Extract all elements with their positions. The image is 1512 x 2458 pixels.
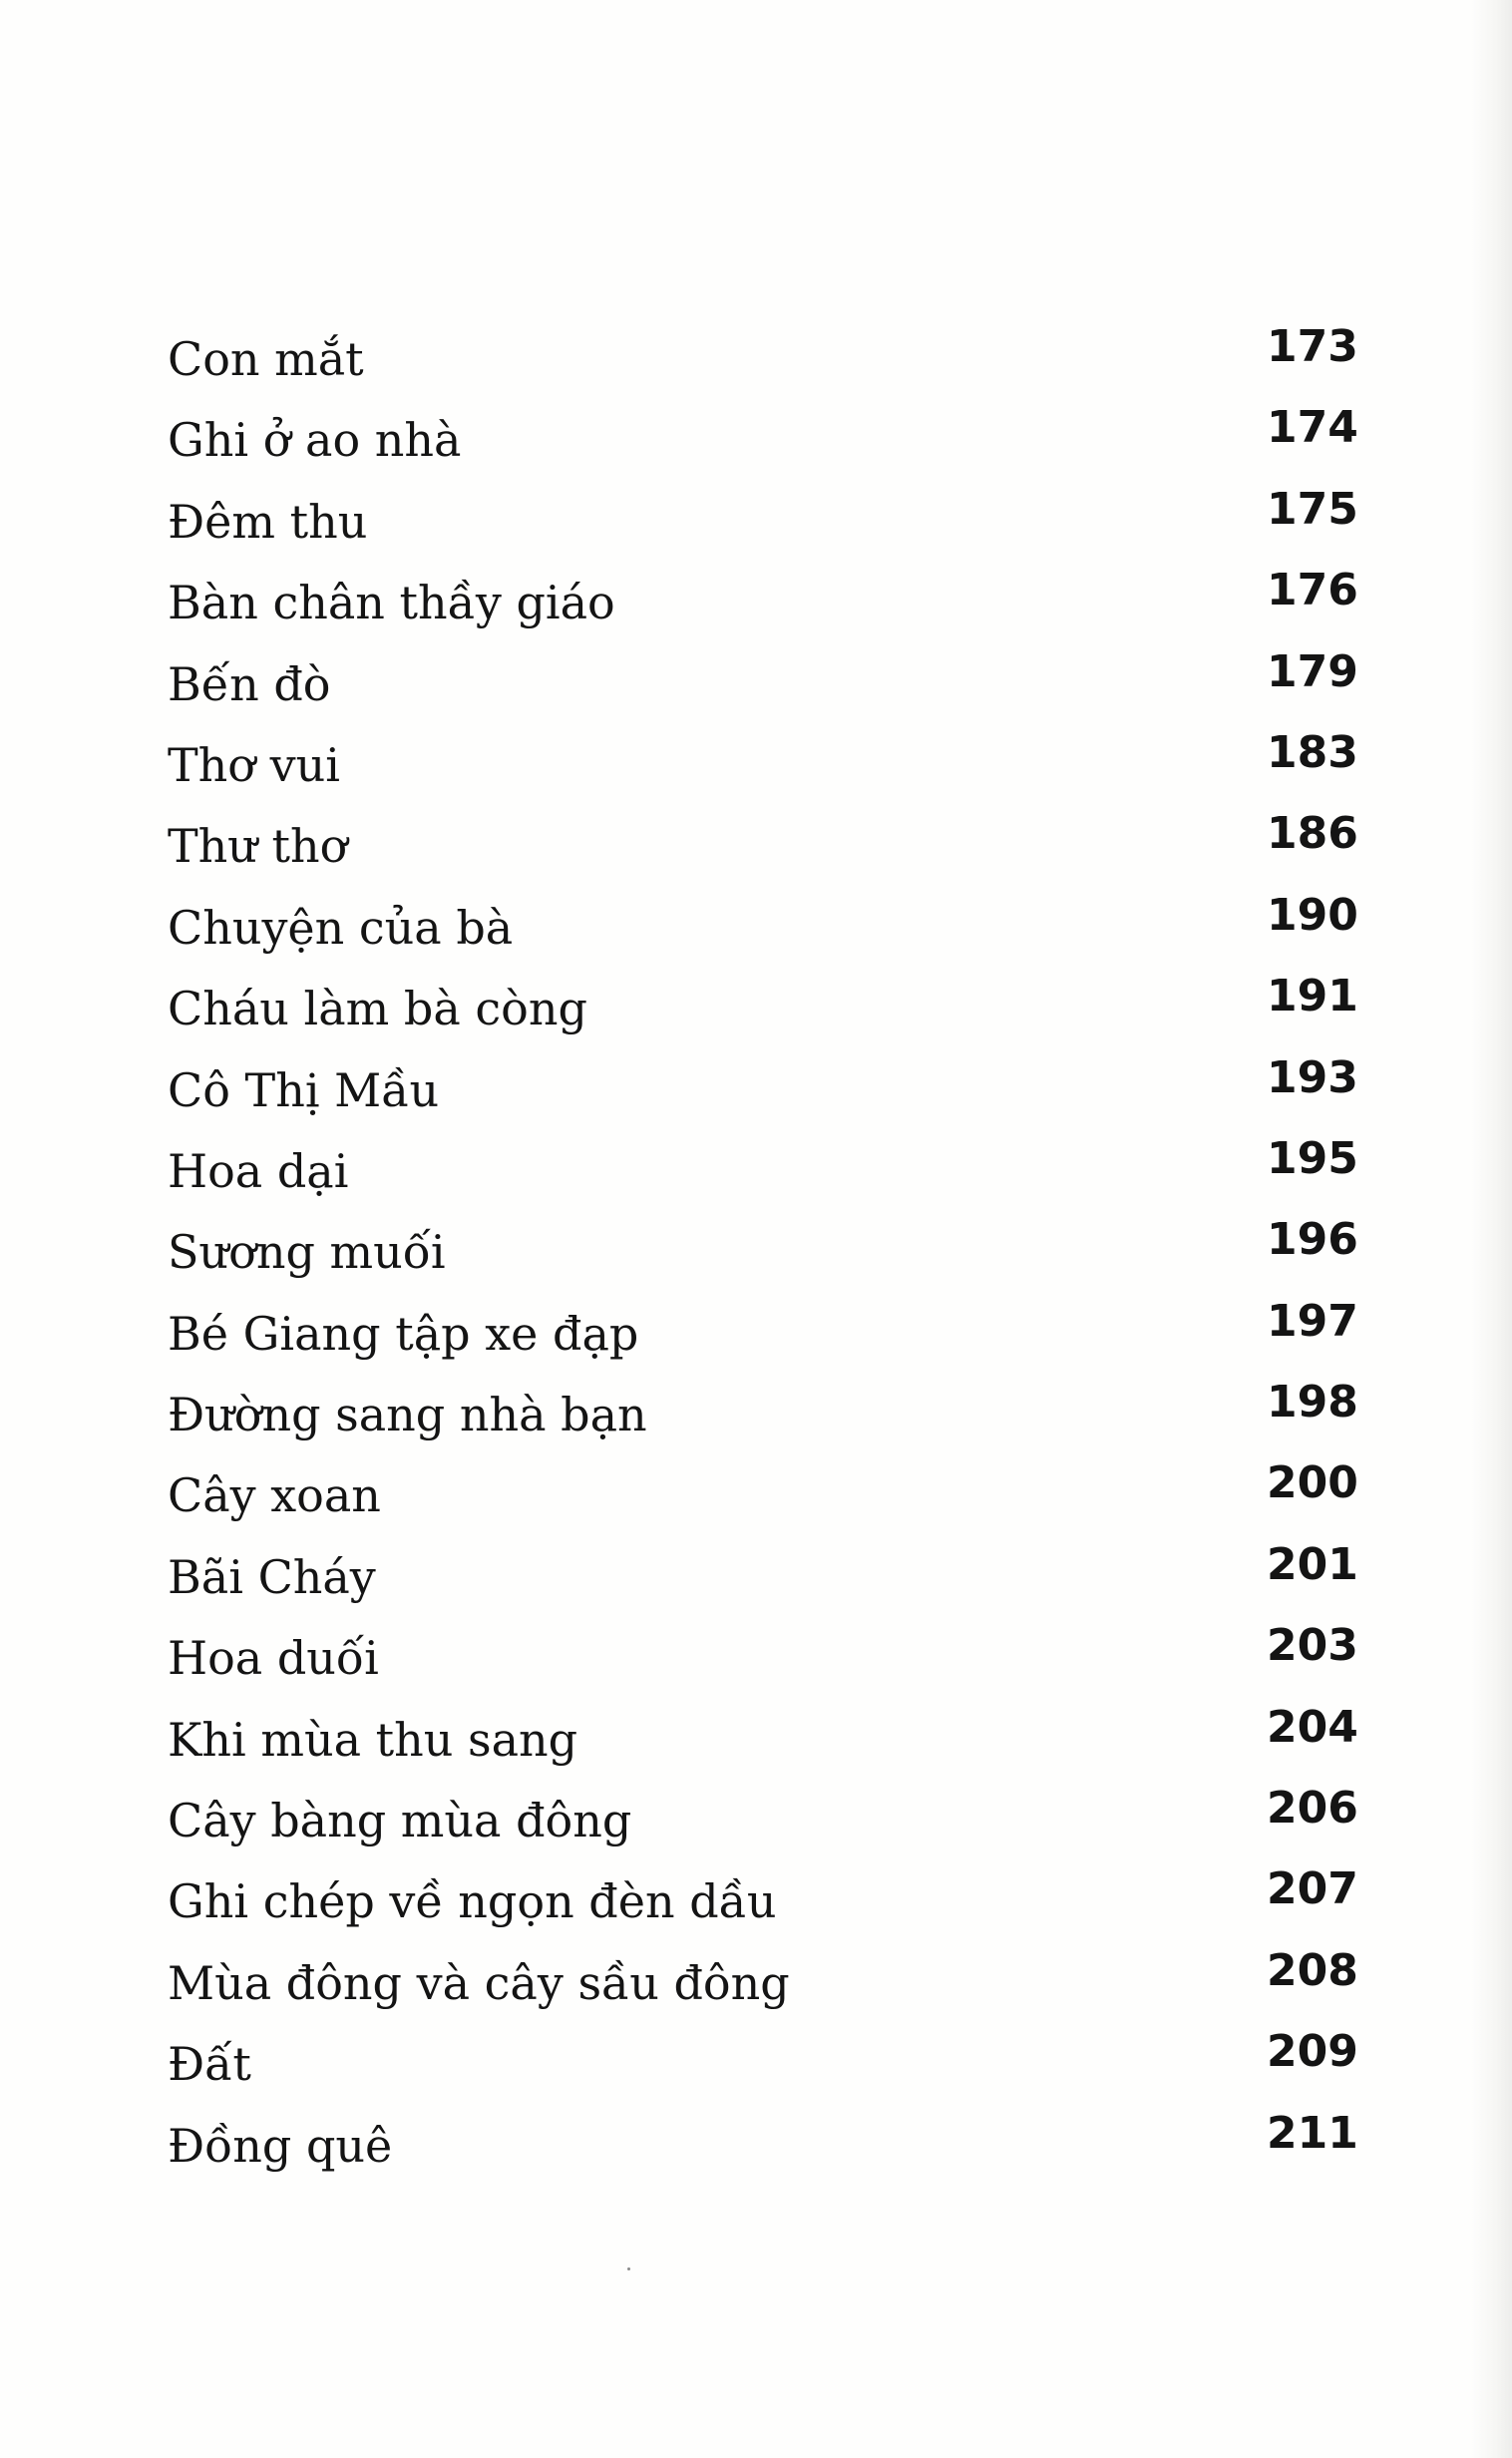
toc-entry-title: Cây xoan bbox=[168, 1468, 381, 1523]
toc-entry-page: 209 bbox=[1267, 2026, 1358, 2078]
toc-entry-title: Cô Thị Mầu bbox=[168, 1062, 440, 1117]
toc-entry-title: Hoa duối bbox=[168, 1631, 379, 1686]
toc-entry-title: Bến đò bbox=[168, 656, 331, 711]
toc-entry bbox=[160, 1051, 1358, 1141]
toc-entry bbox=[160, 2026, 1358, 2115]
toc-entry bbox=[160, 971, 1358, 1059]
toc-entry-title: Thư thơ bbox=[168, 819, 348, 874]
toc-entry-page: 198 bbox=[1267, 1377, 1358, 1429]
toc-entry-title: Khi mùa thu sang bbox=[168, 1712, 578, 1767]
toc-entry-title: Thơ vui bbox=[168, 737, 340, 792]
toc-entry bbox=[160, 1944, 1358, 2034]
toc-entry bbox=[160, 1863, 1358, 1952]
toc-entry bbox=[160, 889, 1358, 979]
toc-entry-page: 179 bbox=[1267, 645, 1358, 697]
toc-entry-title: Sương muối bbox=[168, 1225, 446, 1280]
toc-entry-title: Con mắt bbox=[168, 332, 364, 386]
toc-entry bbox=[160, 808, 1358, 897]
toc-entry-title: Cây bàng mùa đông bbox=[168, 1794, 632, 1848]
toc-entry bbox=[160, 1132, 1358, 1222]
toc-entry-title: Ghi ở ao nhà bbox=[168, 413, 462, 468]
toc-entry-page: 200 bbox=[1267, 1457, 1358, 1509]
toc-entry-page: 175 bbox=[1267, 483, 1358, 535]
toc-entry bbox=[160, 645, 1358, 735]
toc-entry bbox=[160, 1457, 1358, 1546]
toc-entry bbox=[160, 1214, 1358, 1303]
toc-entry-page: 174 bbox=[1267, 402, 1358, 454]
toc-entry bbox=[160, 321, 1358, 410]
toc-entry-title: Bãi Cháy bbox=[168, 1549, 376, 1604]
toc-entry bbox=[160, 1538, 1358, 1628]
toc-entry bbox=[160, 1295, 1358, 1385]
toc-entry bbox=[160, 1783, 1358, 1871]
toc-entry bbox=[160, 1377, 1358, 1465]
toc-entry-page: 201 bbox=[1267, 1538, 1358, 1590]
toc-entry-page: 190 bbox=[1267, 889, 1358, 941]
toc-entry-page: 208 bbox=[1267, 1944, 1358, 1996]
toc-entry-page: 195 bbox=[1267, 1132, 1358, 1184]
toc-entry-title: Hoa dại bbox=[168, 1143, 349, 1198]
toc-entry-title: Đường sang nhà bạn bbox=[168, 1388, 647, 1442]
toc-entry-page: 176 bbox=[1267, 565, 1358, 616]
toc-entry bbox=[160, 726, 1358, 816]
stray-ink-dot bbox=[627, 2267, 630, 2270]
toc-entry bbox=[160, 1620, 1358, 1709]
toc-entry bbox=[160, 402, 1358, 491]
toc-entry-page: 186 bbox=[1267, 808, 1358, 860]
toc-entry bbox=[160, 565, 1358, 653]
toc-entry-title: Bàn chân thầy giáo bbox=[168, 576, 615, 630]
toc-entry-title: Đồng quê bbox=[168, 2118, 393, 2173]
toc-entry-page: 211 bbox=[1267, 2107, 1358, 2159]
toc-entry-title: Bé Giang tập xe đạp bbox=[168, 1306, 639, 1361]
toc-entry-title: Đêm thu bbox=[168, 494, 368, 549]
table-of-contents bbox=[160, 321, 1358, 2197]
toc-entry-page: 204 bbox=[1267, 1701, 1358, 1753]
toc-entry-title: Cháu làm bà còng bbox=[168, 982, 587, 1036]
toc-entry bbox=[160, 2107, 1358, 2197]
toc-entry-page: 196 bbox=[1267, 1214, 1358, 1266]
toc-entry-title: Ghi chép về ngọn đèn dầu bbox=[168, 1874, 777, 1929]
toc-entry-page: 207 bbox=[1267, 1863, 1358, 1915]
toc-entry-page: 197 bbox=[1267, 1295, 1358, 1347]
toc-entry-page: 183 bbox=[1267, 726, 1358, 778]
page-edge-shadow bbox=[1470, 0, 1512, 2458]
toc-entry-page: 191 bbox=[1267, 971, 1358, 1023]
toc-entry-title: Chuyện của bà bbox=[168, 900, 514, 955]
toc-entry-page: 173 bbox=[1267, 321, 1358, 372]
toc-entry-page: 193 bbox=[1267, 1051, 1358, 1103]
toc-entry-page: 203 bbox=[1267, 1620, 1358, 1672]
toc-entry-title: Mùa đông và cây sầu đông bbox=[168, 1955, 790, 2010]
toc-entry bbox=[160, 483, 1358, 573]
toc-entry bbox=[160, 1701, 1358, 1791]
toc-entry-page: 206 bbox=[1267, 1783, 1358, 1835]
toc-entry-title: Đất bbox=[168, 2037, 251, 2092]
